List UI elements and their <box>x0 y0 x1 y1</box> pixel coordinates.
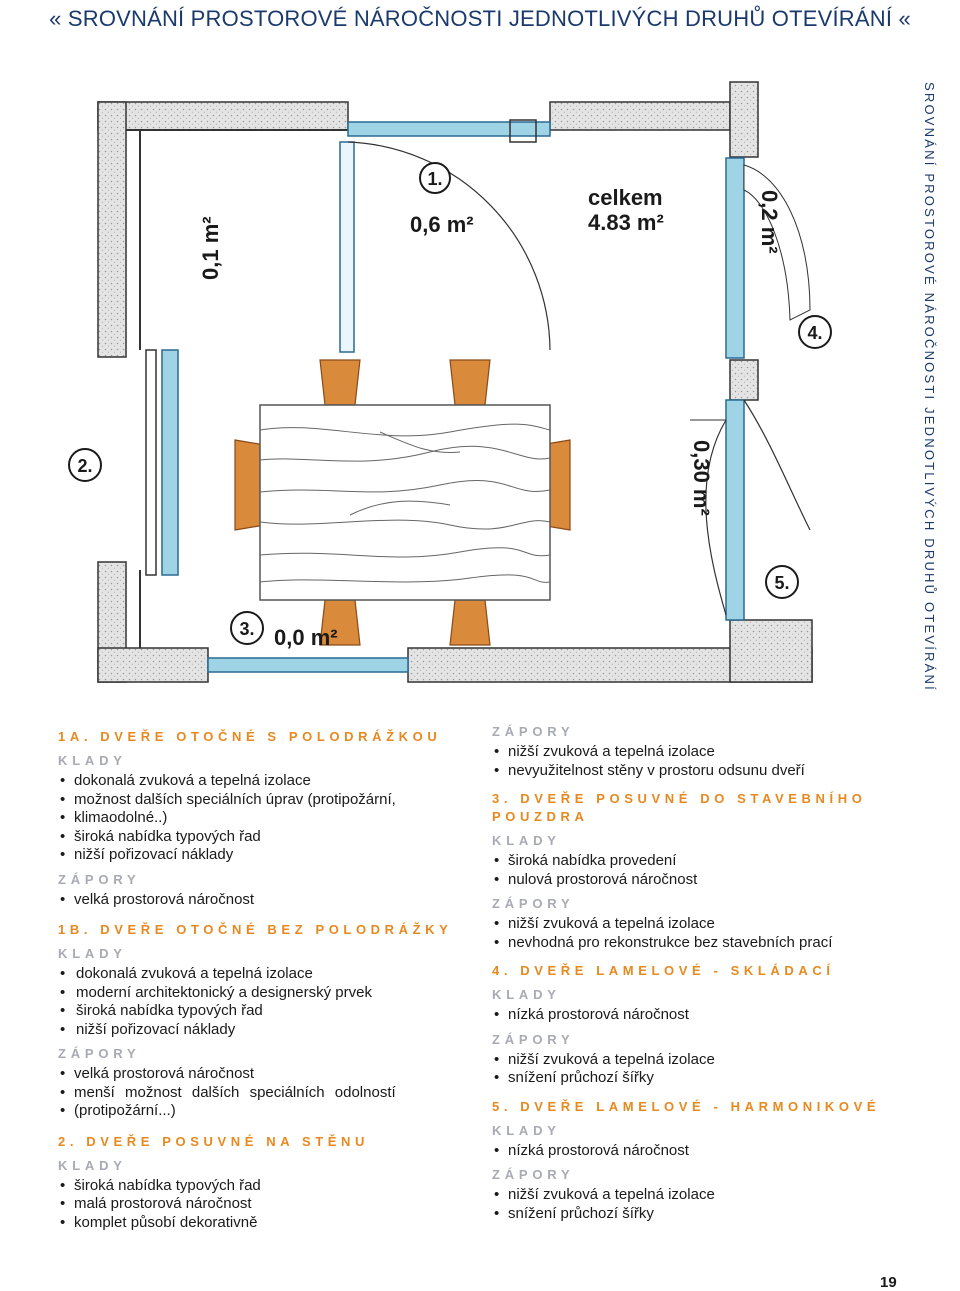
label-zapory: ZÁPORY <box>58 871 141 887</box>
right-column <box>492 722 897 1223</box>
section-title-1b: 1B. DVEŘE OTOČNÉ BEZ POLODRÁŽKY <box>58 922 453 937</box>
list-klady-3 <box>492 852 897 889</box>
list-zapory-1b <box>58 1065 478 1121</box>
list-item: • nízká prostorová náročnost <box>492 1006 897 1025</box>
label-klady: KLADY <box>492 1122 561 1138</box>
list-item: • nižší pořizovací náklady <box>58 1021 478 1040</box>
list-item: • (protipožární...) <box>58 1102 478 1121</box>
list-klady-4 <box>492 1006 897 1025</box>
list-item: • nižší pořizovací náklady <box>58 846 478 865</box>
list-item: • široká nabídka typových řad <box>58 1177 478 1196</box>
list-item: • velká prostorová náročnost <box>58 1065 478 1084</box>
list-item: • nižší zvuková a tepelná izolace <box>492 1051 897 1070</box>
list-item: • nevyužitelnost stěny v prostoru odsunu dveří <box>492 762 897 781</box>
list-item: • velká prostorová náročnost <box>58 891 478 910</box>
label-zapory: ZÁPORY <box>492 724 575 739</box>
total-value: 4.83 m² <box>588 210 664 235</box>
label-klady: KLADY <box>58 946 127 961</box>
list-item: • nižší zvuková a tepelná izolace <box>492 1186 897 1205</box>
door-5-number: 5. <box>774 573 790 593</box>
list-klady-1b <box>58 965 478 1039</box>
door-2-area: 0,1 m² <box>198 216 223 280</box>
section-title-3: 3. DVEŘE POSUVNÉ DO STAVEBNÍHO POUZDRA <box>492 791 867 824</box>
label-zapory: ZÁPORY <box>492 1031 575 1047</box>
list-zapory-4 <box>492 1051 897 1088</box>
label-klady: KLADY <box>58 1157 127 1173</box>
list-zapory-1a <box>58 891 478 910</box>
page-number: 19 <box>880 1274 897 1291</box>
list-item: • dokonalá zvuková a tepelná izolace <box>58 772 478 791</box>
floor-plan <box>50 60 840 700</box>
list-klady-1a <box>58 772 478 865</box>
page-title: « SROVNÁNÍ PROSTOROVÉ NÁROČNOSTI JEDNOTLIVÝCH DRUHŮ OTEVÍRÁNÍ « <box>49 6 911 31</box>
side-title: SROVNÁNÍ PROSTOROVÉ NÁROČNOSTI JEDNOTLIVÝCH DRUHŮ OTEVÍRÁNÍ <box>922 82 937 692</box>
section-title-1a: 1A. DVEŘE OTOČNÉ S POLODRÁŽKOU <box>58 729 442 744</box>
door-3-number: 3. <box>239 619 255 639</box>
list-item: • komplet působí dekorativně <box>58 1214 478 1233</box>
door-3 <box>208 658 408 672</box>
dining-table <box>235 360 570 645</box>
left-column <box>58 722 478 1232</box>
door-3-area: 0,0 m² <box>274 625 338 650</box>
section-title-4: 4. DVEŘE LAMELOVÉ - SKLÁDACÍ <box>492 963 835 978</box>
list-klady-5 <box>492 1142 897 1161</box>
list-item: • dokonalá zvuková a tepelná izolace <box>58 965 478 984</box>
door-2 <box>146 350 178 575</box>
door-1-area: 0,6 m² <box>410 212 474 237</box>
label-zapory: ZÁPORY <box>492 896 575 911</box>
section-title-5: 5. DVEŘE LAMELOVÉ - HARMONIKOVÉ <box>492 1098 881 1114</box>
door-2-number: 2. <box>77 456 93 476</box>
list-zapory-3 <box>492 915 897 952</box>
section-title-2: 2. DVEŘE POSUVNÉ NA STĚNU <box>58 1133 370 1149</box>
list-item: • menší možnost dalších speciálních odolností <box>58 1084 478 1103</box>
list-zapory-5 <box>492 1186 897 1223</box>
list-item: • nevhodná pro rekonstrukce bez stavebních prací <box>492 934 897 953</box>
door-4-area: 0,2 m² <box>757 190 782 254</box>
label-klady: KLADY <box>492 987 561 1002</box>
list-item: • klimaodolné..) <box>58 809 478 828</box>
door-4 <box>726 158 810 358</box>
door-1-number: 1. <box>427 169 443 189</box>
list-klady-2 <box>58 1177 478 1233</box>
list-zapory-2 <box>492 743 897 780</box>
list-item: • moderní architektonický a designerský prvek <box>58 984 478 1003</box>
list-item: • široká nabídka typových řad <box>58 828 478 847</box>
label-klady: KLADY <box>492 833 561 848</box>
list-item: • široká nabídka provedení <box>492 852 897 871</box>
list-item: • nulová prostorová náročnost <box>492 871 897 890</box>
list-item: • snížení průchozí šířky <box>492 1205 897 1224</box>
list-item: • široká nabídka typových řad <box>58 1002 478 1021</box>
label-klady: KLADY <box>58 753 127 768</box>
label-zapory: ZÁPORY <box>58 1046 141 1061</box>
list-item: • nižší zvuková a tepelná izolace <box>492 743 897 762</box>
list-item: • nižší zvuková a tepelná izolace <box>492 915 897 934</box>
door-5-area: 0,30 m² <box>689 440 714 516</box>
door-4-number: 4. <box>807 323 823 343</box>
list-item: • snížení průchozí šířky <box>492 1069 897 1088</box>
total-label: celkem <box>588 185 663 210</box>
list-item: • možnost dalších speciálních úprav (protipožární, <box>58 791 478 810</box>
list-item: • nízká prostorová náročnost <box>492 1142 897 1161</box>
label-zapory: ZÁPORY <box>492 1167 575 1182</box>
list-item: • malá prostorová náročnost <box>58 1195 478 1214</box>
